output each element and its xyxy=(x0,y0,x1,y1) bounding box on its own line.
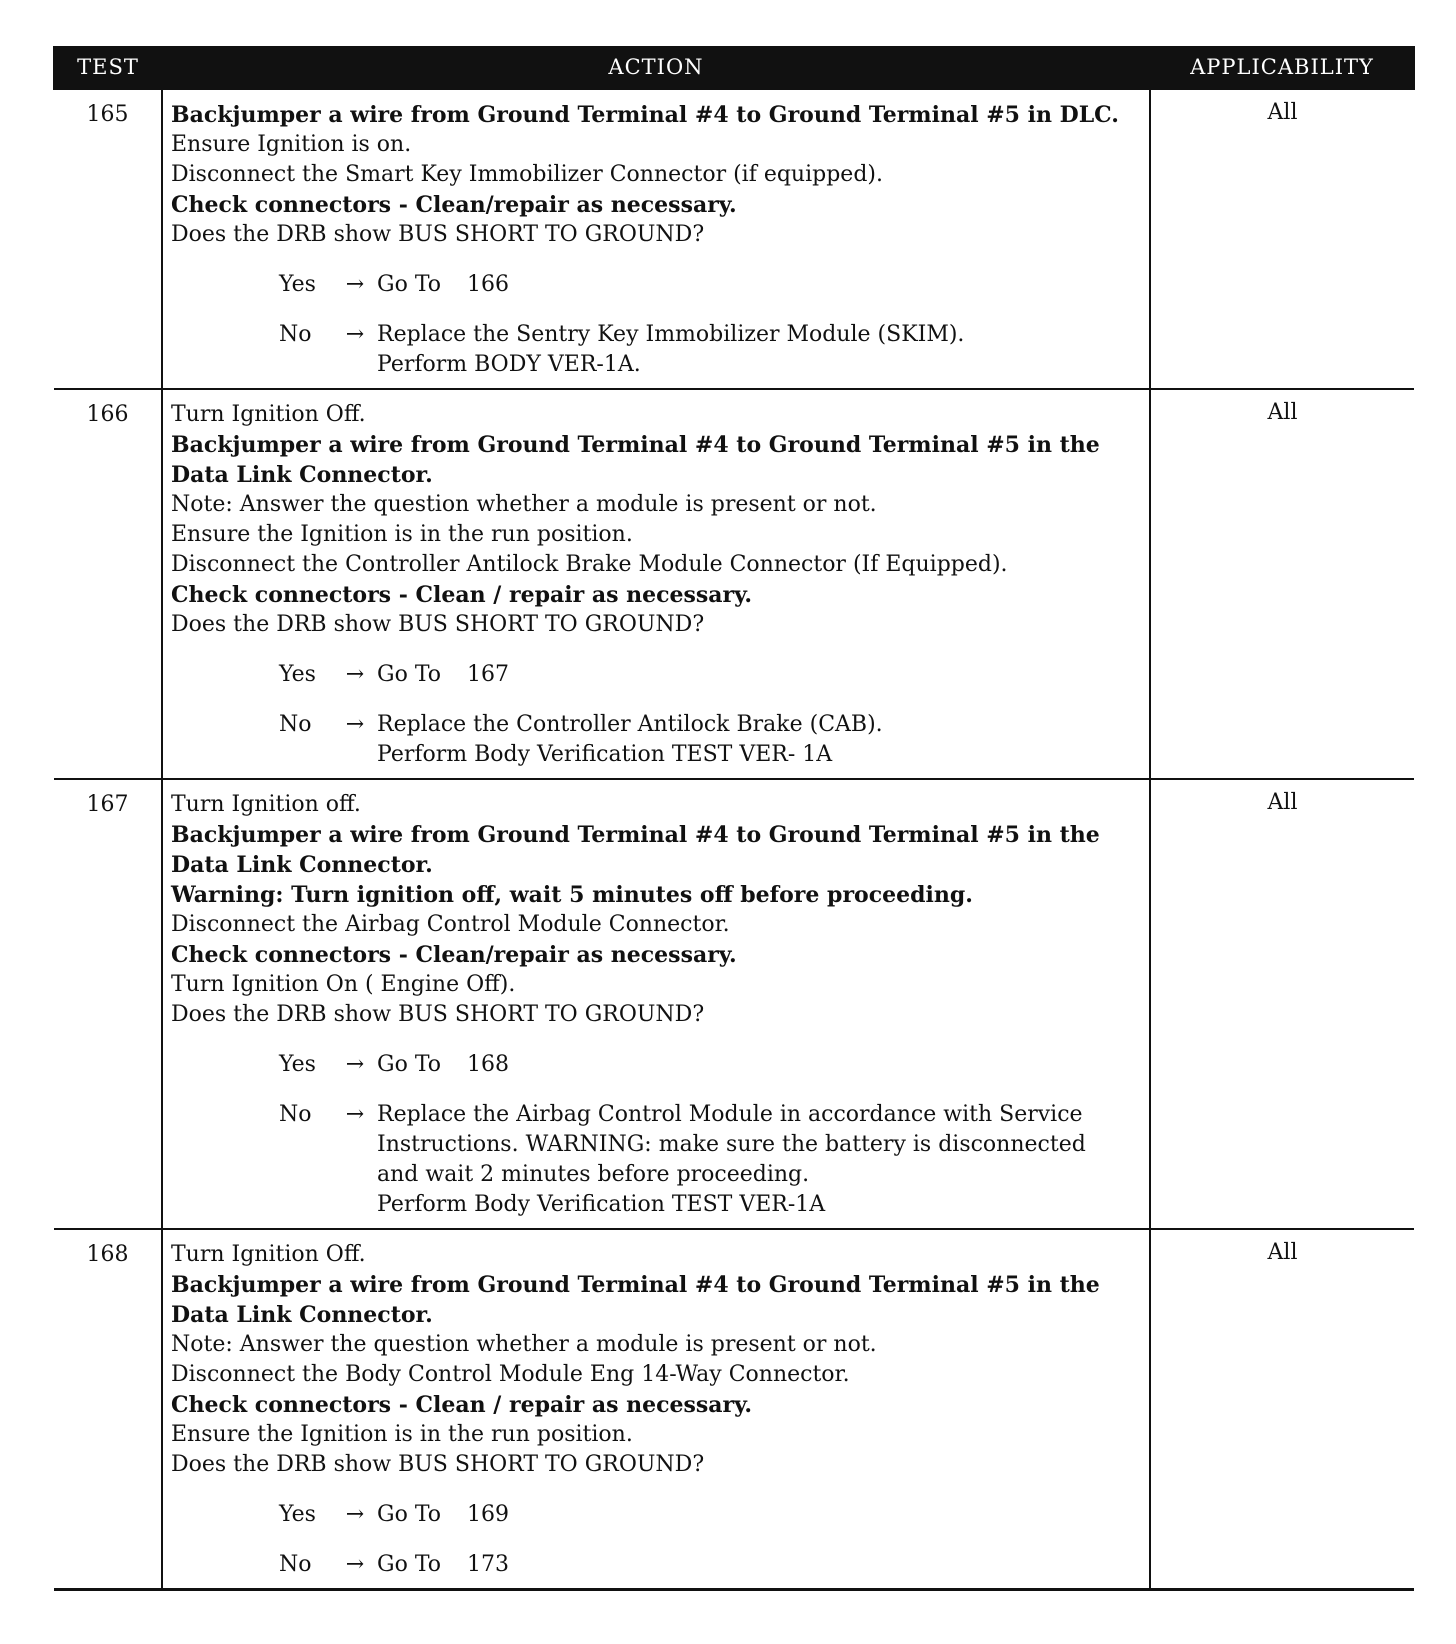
applicability-value: All xyxy=(1150,389,1414,779)
action-step: Does the DRB show BUS SHORT TO GROUND? xyxy=(171,1002,705,1027)
no-branch xyxy=(171,710,1143,770)
result-line: Perform Body Verification TEST VER-1A xyxy=(377,1192,826,1217)
no-branch xyxy=(171,1550,1143,1580)
action-step: Ensure the Ignition is in the run position. xyxy=(171,522,633,547)
go-to-target: 166 xyxy=(467,272,510,297)
action-step-bold: Data Link Connector. xyxy=(171,852,433,878)
result-line: Instructions. WARNING: make sure the battery is disconnected xyxy=(377,1132,1086,1157)
applicability-value: All xyxy=(1150,89,1414,389)
no-label: No xyxy=(279,1102,312,1127)
right-arrow-icon: → xyxy=(345,1102,365,1127)
header-action: ACTION xyxy=(162,46,1150,89)
table-row xyxy=(54,779,1414,1229)
yes-result xyxy=(377,660,1143,690)
yes-label: Yes xyxy=(279,1052,316,1077)
result-line: Replace the Airbag Control Module in accordance with Service xyxy=(377,1102,1083,1127)
yes-label: Yes xyxy=(279,662,316,687)
go-to-target: 168 xyxy=(467,1052,510,1077)
action-step: Does the DRB show BUS SHORT TO GROUND? xyxy=(171,222,705,247)
result-line: Replace the Sentry Key Immobilizer Module (SKIM). xyxy=(377,322,965,347)
action-step-bold: Data Link Connector. xyxy=(171,462,433,488)
no-result xyxy=(377,1100,1143,1220)
header-applicability: APPLICABILITY xyxy=(1150,46,1414,89)
table-row xyxy=(54,1229,1414,1590)
right-arrow-icon: → xyxy=(345,1052,365,1077)
action-step: Does the DRB show BUS SHORT TO GROUND? xyxy=(171,1452,705,1477)
table-header-row xyxy=(54,46,1414,89)
yes-result xyxy=(377,270,1143,300)
no-label: No xyxy=(279,1552,312,1577)
action-step: Ensure Ignition is on. xyxy=(171,132,412,157)
action-step-bold: Check connectors - Clean / repair as necessary. xyxy=(171,1392,753,1418)
action-step: Note: Answer the question whether a module is present or not. xyxy=(171,492,877,517)
test-number: 166 xyxy=(54,389,162,779)
result-line: Perform BODY VER-1A. xyxy=(377,352,641,377)
action-cell xyxy=(162,389,1150,779)
result-line: Replace the Controller Antilock Brake (CAB). xyxy=(377,712,883,737)
action-step-bold: Backjumper a wire from Ground Terminal #4 to Ground Terminal #5 in the xyxy=(171,1272,1100,1298)
result-line: Perform Body Verification TEST VER- 1A xyxy=(377,742,833,767)
action-step-bold: Check connectors - Clean/repair as necessary. xyxy=(171,942,737,968)
right-arrow-icon: → xyxy=(345,662,365,687)
test-number: 167 xyxy=(54,779,162,1229)
action-step-bold: Check connectors - Clean / repair as necessary. xyxy=(171,582,753,608)
no-result xyxy=(377,1550,1143,1580)
yes-label: Yes xyxy=(279,272,316,297)
diagnostic-table-page xyxy=(53,46,1413,1591)
table-row xyxy=(54,389,1414,779)
action-step-bold: Backjumper a wire from Ground Terminal #4 to Ground Terminal #5 in the xyxy=(171,432,1100,458)
right-arrow-icon: → xyxy=(345,1502,365,1527)
result-line: and wait 2 minutes before proceeding. xyxy=(377,1162,810,1187)
action-step: Turn Ignition Off. xyxy=(171,1242,366,1267)
action-step: Does the DRB show BUS SHORT TO GROUND? xyxy=(171,612,705,637)
go-to-text: Go To xyxy=(377,272,442,297)
action-step-bold: Backjumper a wire from Ground Terminal #4 to Ground Terminal #5 in the xyxy=(171,822,1100,848)
action-step: Turn Ignition On ( Engine Off). xyxy=(171,972,516,997)
yes-branch xyxy=(171,660,1143,690)
right-arrow-icon: → xyxy=(345,712,365,737)
diagnostic-test-table xyxy=(53,46,1415,1591)
action-step-bold: Check connectors - Clean/repair as necessary. xyxy=(171,192,737,218)
action-step: Disconnect the Body Control Module Eng 14-Way Connector. xyxy=(171,1362,850,1387)
right-arrow-icon: → xyxy=(345,272,365,297)
action-step: Disconnect the Smart Key Immobilizer Connector (if equipped). xyxy=(171,162,883,187)
yes-result xyxy=(377,1050,1143,1080)
table-row xyxy=(54,89,1414,389)
action-step-bold: Data Link Connector. xyxy=(171,1302,433,1328)
action-step-bold: Warning: Turn ignition off, wait 5 minutes off before proceeding. xyxy=(171,882,973,908)
action-step: Disconnect the Controller Antilock Brake Module Connector (If Equipped). xyxy=(171,552,1008,577)
test-number: 165 xyxy=(54,89,162,389)
applicability-value: All xyxy=(1150,779,1414,1229)
go-to-text: Go To xyxy=(377,1552,442,1577)
no-result xyxy=(377,320,1143,380)
right-arrow-icon: → xyxy=(345,322,365,347)
yes-branch xyxy=(171,270,1143,300)
yes-label: Yes xyxy=(279,1502,316,1527)
no-label: No xyxy=(279,712,312,737)
header-test: TEST xyxy=(54,46,162,89)
action-step: Turn Ignition off. xyxy=(171,792,361,817)
go-to-text: Go To xyxy=(377,662,442,687)
action-step: Note: Answer the question whether a module is present or not. xyxy=(171,1332,877,1357)
applicability-value: All xyxy=(1150,1229,1414,1590)
right-arrow-icon: → xyxy=(345,1552,365,1577)
action-cell xyxy=(162,1229,1150,1590)
action-cell xyxy=(162,779,1150,1229)
go-to-target: 173 xyxy=(467,1552,510,1577)
no-label: No xyxy=(279,322,312,347)
action-step: Disconnect the Airbag Control Module Connector. xyxy=(171,912,730,937)
no-result xyxy=(377,710,1143,770)
action-step: Ensure the Ignition is in the run position. xyxy=(171,1422,633,1447)
go-to-target: 167 xyxy=(467,662,510,687)
action-step-bold: Backjumper a wire from Ground Terminal #4 to Ground Terminal #5 in DLC. xyxy=(171,102,1119,128)
yes-branch xyxy=(171,1050,1143,1080)
test-number: 168 xyxy=(54,1229,162,1590)
yes-branch xyxy=(171,1500,1143,1530)
yes-result xyxy=(377,1500,1143,1530)
go-to-target: 169 xyxy=(467,1502,510,1527)
action-cell xyxy=(162,89,1150,389)
no-branch xyxy=(171,1100,1143,1220)
no-branch xyxy=(171,320,1143,380)
go-to-text: Go To xyxy=(377,1502,442,1527)
go-to-text: Go To xyxy=(377,1052,442,1077)
action-step: Turn Ignition Off. xyxy=(171,402,366,427)
